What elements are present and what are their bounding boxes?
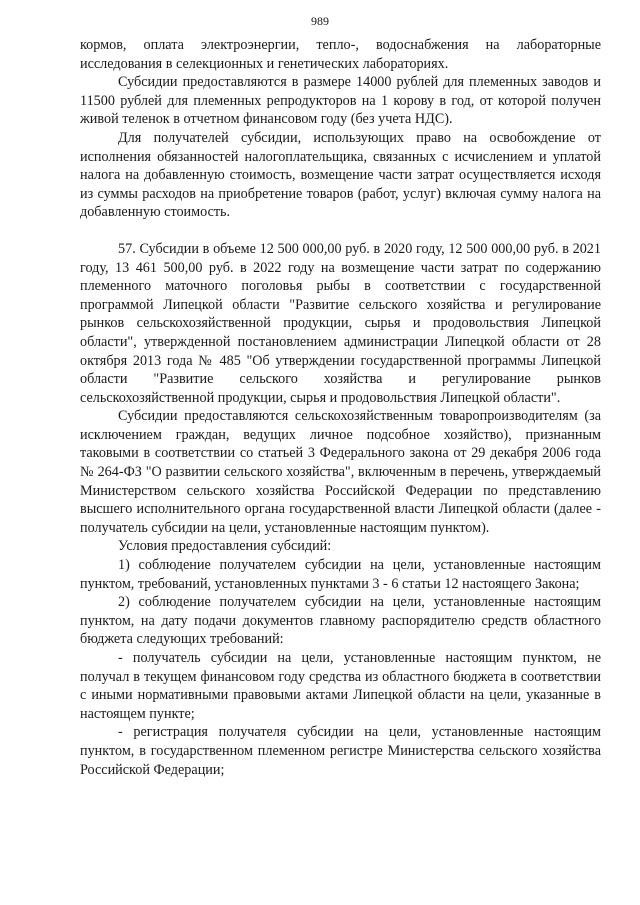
paragraph-condition-2: 2) соблюдение получателем субсидии на цели, установленные настоящим пунктом, на дату подачи документов главному распорядителю средств областного бюджета следующих требований: bbox=[80, 594, 601, 648]
paragraph-continuation: кормов, оплата электроэнергии, тепло-, водоснабжения на лабораторные исследования в селекционных и генетических лабораториях. bbox=[80, 37, 601, 72]
page-number: 989 bbox=[311, 14, 329, 28]
paragraph-subsidy-amount: Субсидии предоставляются в размере 14000 рублей для племенных заводов и 11500 рублей для племенных репродукторов на 1 корову в год, от которой получен живой теленок в отчетном финансовом году (без учета НДС). bbox=[80, 74, 601, 128]
paragraph-requirement-no-funds: - получатель субсидии на цели, установленные настоящим пунктом, не получал в текущем финансовом году средства из областного бюджета в соответствии с иными нормативными правовыми актами Липецкой области на цели, указанные в настоящем пункте; bbox=[80, 650, 601, 722]
document-body bbox=[80, 36, 601, 779]
paragraph-recipients: Субсидии предоставляются сельскохозяйственным товаропроизводителям (за исключением граждан, ведущих личное подсобное хозяйство), признанным таковыми в соответствии со статьей 3 Федерального закона от 29 декабря 2006 года № 264-ФЗ "О развитии сельского хозяйства", включенным в перечень, утверждаемый Министерством сельского хозяйства Российской Федерации по представлению высшего исполнительного органа государственной власти Липецкой области (далее - получатель субсидии на цели, установленные настоящим пунктом). bbox=[80, 408, 601, 536]
paragraph-requirement-registration: - регистрация получателя субсидии на цели, установленные настоящим пунктом, в государственном племенном регистре Министерства сельского хозяйства Российской Федерации; bbox=[80, 724, 601, 778]
paragraph-conditions-heading: Условия предоставления субсидий: bbox=[118, 538, 332, 555]
paragraph-gap bbox=[80, 222, 601, 240]
paragraph-item-57: 57. Субсидии в объеме 12 500 000,00 руб. в 2020 году, 12 500 000,00 руб. в 2021 году, 13 461 500,00 руб. в 2022 году на возмещение части затрат по содержанию племенного маточного поголовья рыбы в соответствии с государственной программой Липецкой области "Развитие сельского хозяйства и регулирование рынков сельскохозяйственной продукции, сырья и продовольствия Липецкой области", утвержденной постановлением администрации Липецкой области от 28 октября 2013 года № 485 "Об утверждении государственной программы Липецкой области "Развитие сельского хозяйства и регулирование рынков сельскохозяйственной продукции, сырья и продовольствия Липецкой области". bbox=[80, 240, 601, 406]
paragraph-vat-exemption: Для получателей субсидии, использующих право на освобождение от исполнения обязанностей налогоплательщика, связанных с исчислением и уплатой налога на добавленную стоимость, возмещение части затрат осуществляется исходя из суммы расходов на приобретение товаров (работ, услуг) включая сумму налога на добавленную стоимость. bbox=[80, 129, 601, 221]
paragraph-condition-1: 1) соблюдение получателем субсидии на цели, установленные настоящим пунктом, требований, установленных пунктами 3 - 6 статьи 12 настоящего Закона; bbox=[80, 557, 601, 592]
